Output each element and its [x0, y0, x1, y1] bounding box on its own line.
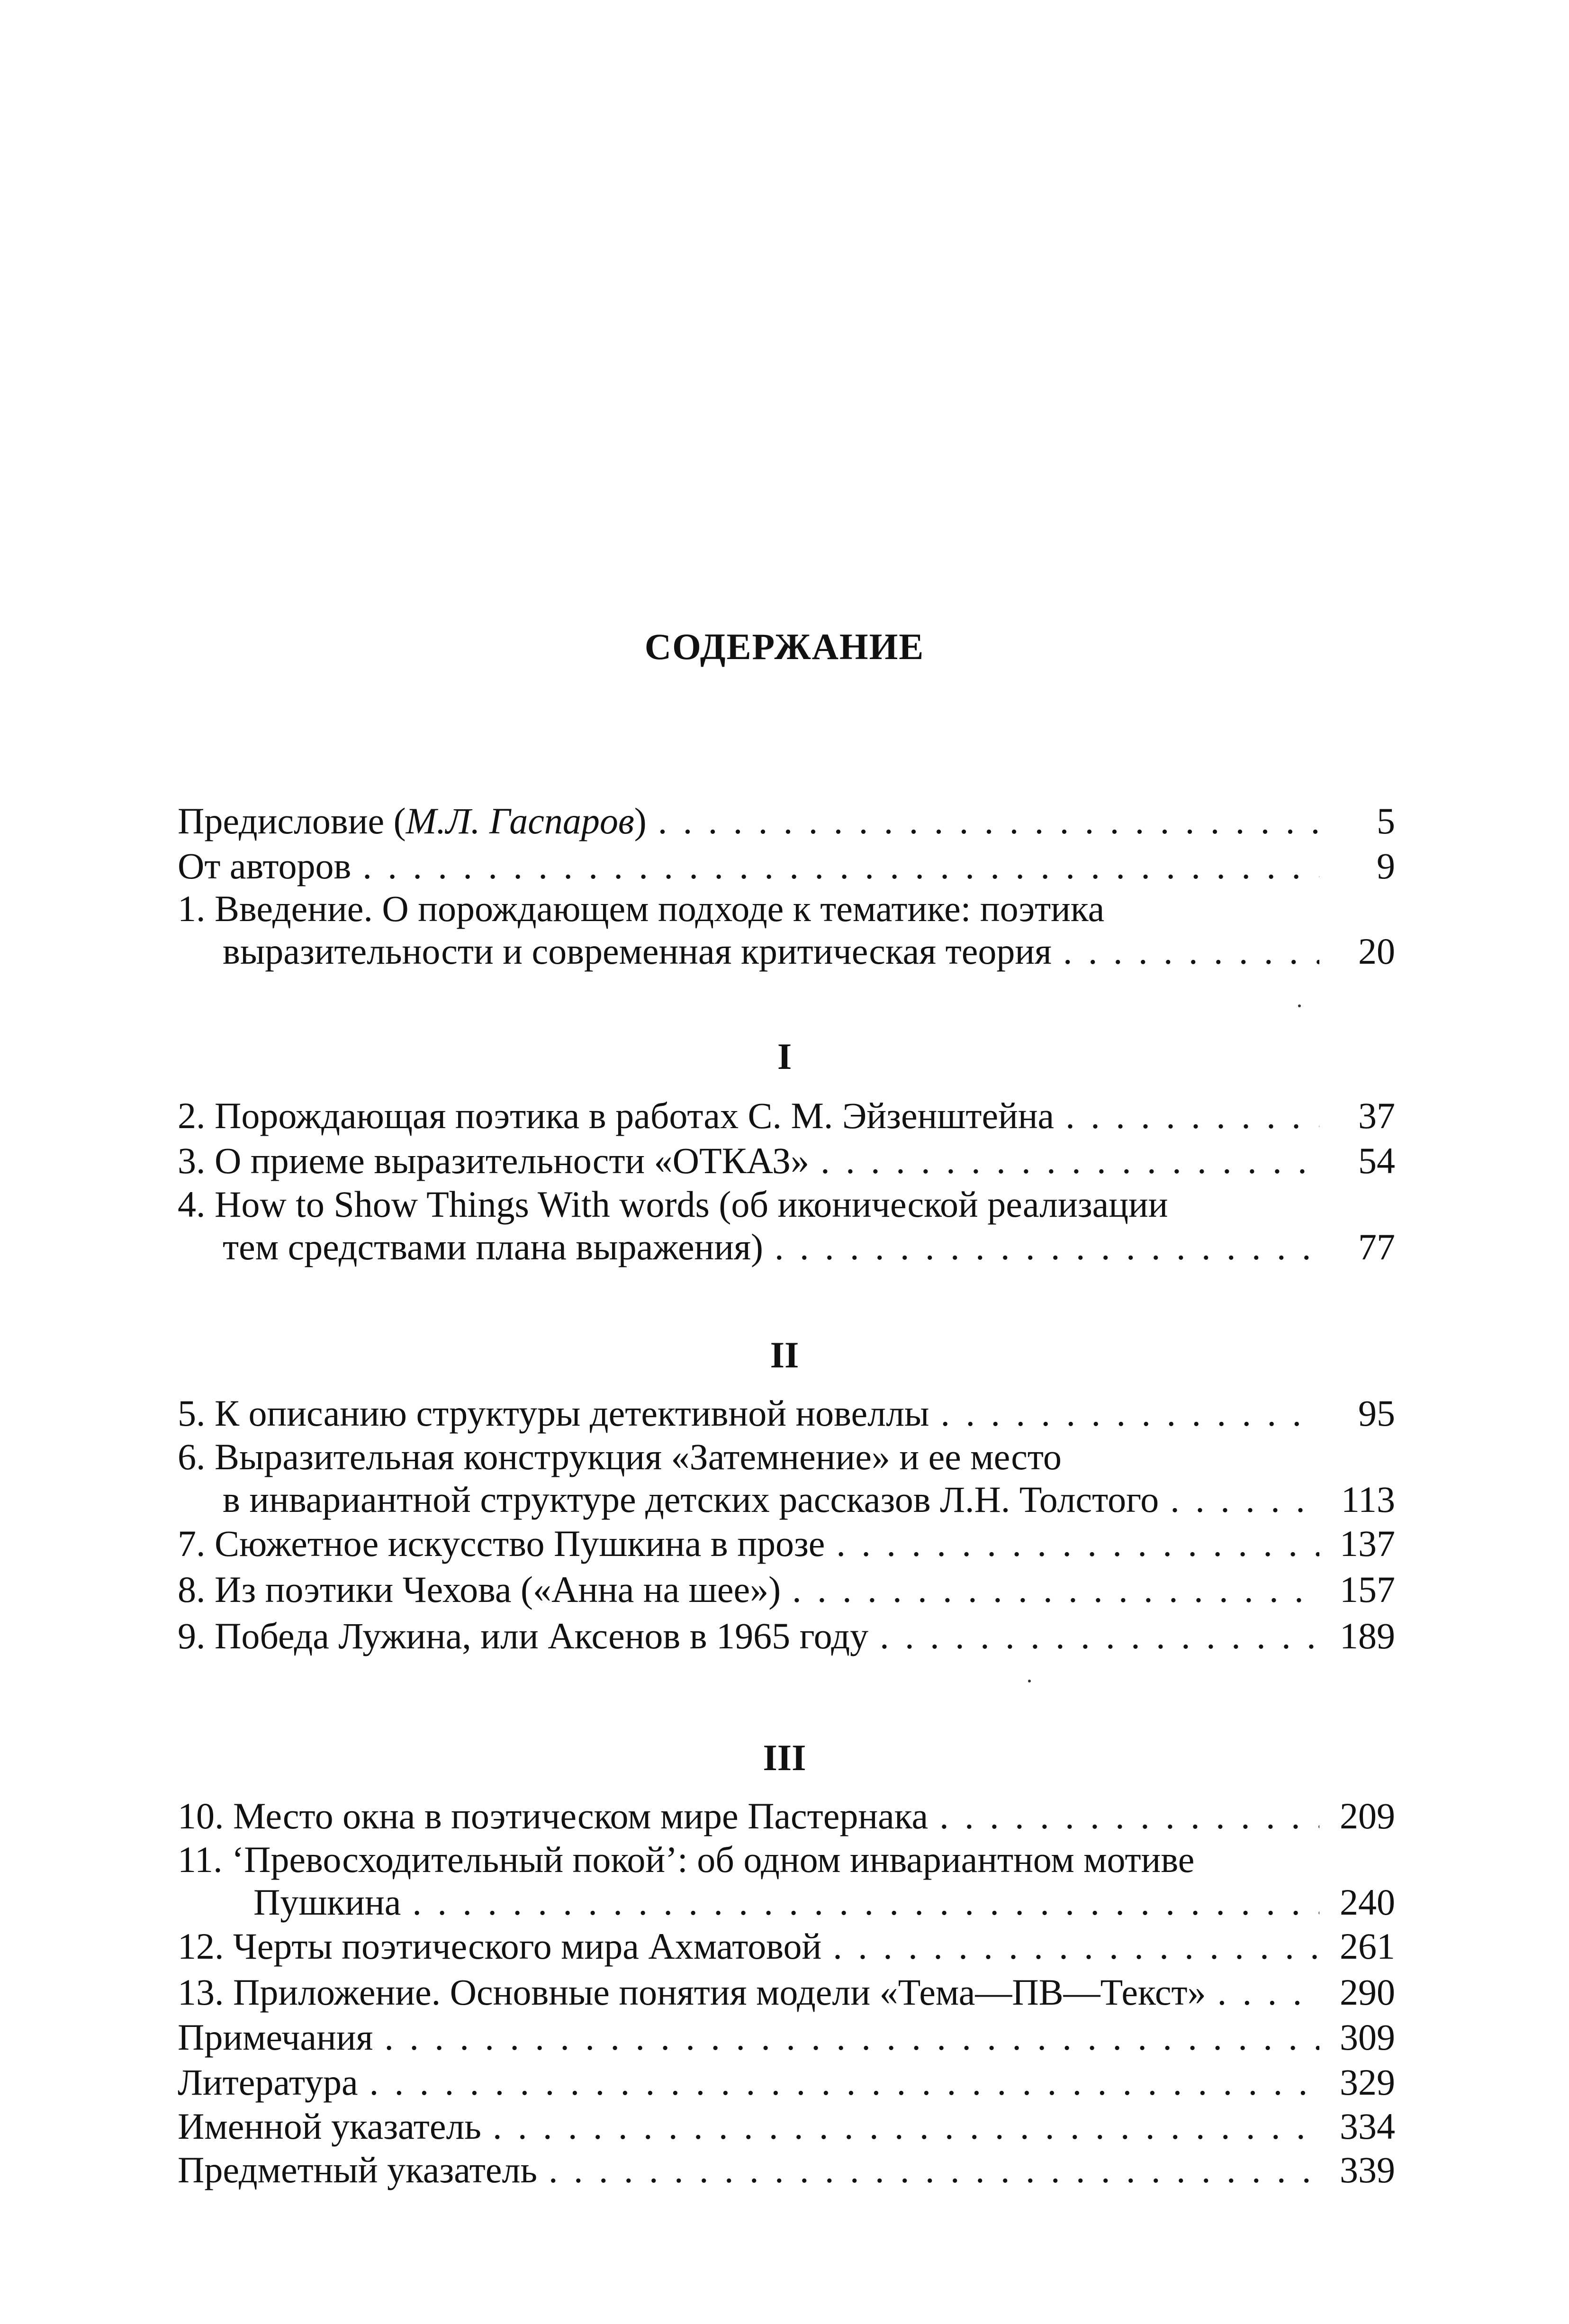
toc-page-number: 77: [1358, 1226, 1395, 1267]
dot-leader: [781, 1568, 1319, 1611]
toc-entry-10[interactable]: [178, 1795, 1395, 1837]
dot-leader: [929, 1392, 1319, 1435]
dot-leader: [1052, 930, 1319, 973]
toc-entry-text: 13. Приложение. Основные понятия модели «Тема—ПВ—Текст»: [178, 1971, 1206, 2013]
toc-page-number: 95: [1358, 1393, 1395, 1434]
preface-author: М.Л. Гаспаров: [406, 800, 634, 841]
dot-leader: [825, 1522, 1319, 1565]
toc-entry-9[interactable]: [178, 1615, 1395, 1657]
toc-entry-7[interactable]: [178, 1522, 1395, 1565]
dot-leader: [821, 1925, 1319, 1968]
toc-entry-text-line1: 6. Выразительная конструкция «Затемнение» и ее место: [178, 1436, 1062, 1477]
toc-entry-text-line2: тем средствами плана выражения): [223, 1226, 764, 1267]
section-heading-1: I: [777, 1036, 792, 1077]
toc-entry-11[interactable]: [178, 1838, 1395, 1924]
toc-entry-3[interactable]: [178, 1139, 1395, 1182]
page-title: СОДЕРЖАНИЕ: [644, 626, 925, 667]
print-speck: [1028, 1680, 1031, 1682]
toc-page-number: 5: [1377, 800, 1395, 841]
toc-entry-12[interactable]: [178, 1925, 1395, 1968]
dot-leader: [537, 2149, 1319, 2191]
toc-entry-text: Предметный указатель: [178, 2149, 538, 2190]
toc-entry-2[interactable]: [178, 1094, 1395, 1137]
toc-entry-introduction[interactable]: [178, 887, 1395, 973]
toc-entry-text: 2. Порождающая поэтика в работах С. М. Эйзенштейна: [178, 1095, 1055, 1136]
toc-page-number: 290: [1340, 1971, 1395, 2013]
toc-entry-text: 7. Сюжетное искусство Пушкина в прозе: [178, 1523, 825, 1564]
dot-leader: [763, 1226, 1319, 1268]
dot-leader: [351, 845, 1319, 887]
toc-page-number: 113: [1341, 1479, 1395, 1520]
toc-entry-from-authors[interactable]: [178, 845, 1395, 887]
toc-page-number: 240: [1340, 1881, 1395, 1923]
toc-entry-13[interactable]: [178, 1971, 1395, 2014]
toc-page-number: 54: [1358, 1140, 1395, 1181]
dot-leader: [358, 2061, 1319, 2104]
dot-leader: [809, 1139, 1319, 1182]
toc-entry-text: 9. Победа Лужина, или Аксенов в 1965 году: [178, 1615, 869, 1656]
print-speck: [1298, 1004, 1301, 1007]
toc-page-number: 157: [1340, 1569, 1395, 1610]
toc-entry-text: 8. Из поэтики Чехова («Анна на шее»): [178, 1569, 781, 1610]
dot-leader: [401, 1881, 1319, 1924]
toc-entry-text-line2: в инвариантной структуре детских рассказов Л.Н. Толстого: [223, 1479, 1159, 1520]
toc-entry-text: Предисловие (М.Л. Гаспаров): [178, 800, 647, 841]
toc-entry-preface[interactable]: [178, 800, 1395, 842]
toc-entry-6[interactable]: [178, 1436, 1395, 1521]
toc-entry-5[interactable]: [178, 1392, 1395, 1435]
toc-page-number: 20: [1358, 931, 1395, 972]
toc-entry-text-line1: 4. How to Show Things With words (об иконической реализации: [178, 1184, 1168, 1225]
toc-entry-text-line2: Пушкина: [253, 1881, 401, 1923]
toc-entry-literature[interactable]: [178, 2061, 1395, 2104]
dot-leader: [1054, 1094, 1319, 1137]
toc-entry-text: Именной указатель: [178, 2106, 481, 2147]
toc-entry-text: 5. К описанию структуры детективной новеллы: [178, 1393, 929, 1434]
toc-page-number: 9: [1377, 845, 1395, 886]
toc-page-number: 137: [1340, 1523, 1395, 1564]
toc-entry-text-line1: 11. ‘Превосходительный покой’: об одном инвариантном мотиве: [178, 1839, 1195, 1880]
toc-page-number: 329: [1340, 2062, 1395, 2103]
toc-page-number: 189: [1340, 1615, 1395, 1656]
toc-entry-text: 10. Место окна в поэтическом мире Пастернака: [178, 1795, 929, 1836]
toc-entry-text: Литература: [178, 2062, 358, 2103]
toc-entry-text: 3. О приеме выразительности «ОТКАЗ»: [178, 1140, 810, 1181]
toc-page-number: 339: [1340, 2149, 1395, 2190]
toc-entry-name-index[interactable]: [178, 2105, 1395, 2148]
section-heading-3: III: [763, 1737, 806, 1778]
toc-entry-text-line1: 1. Введение. О порождающем подходе к тематике: поэтика: [178, 888, 1105, 929]
toc-entry-4[interactable]: [178, 1183, 1395, 1268]
toc-entry-text: Примечания: [178, 2017, 373, 2058]
dot-leader: [373, 2016, 1319, 2059]
dot-leader: [481, 2105, 1319, 2148]
toc-page-number: 37: [1358, 1095, 1395, 1136]
toc-entry-notes[interactable]: [178, 2016, 1395, 2059]
dot-leader: [868, 1615, 1319, 1657]
toc-page-number: 261: [1340, 1926, 1395, 1967]
toc-entry-text: 12. Черты поэтического мира Ахматовой: [178, 1926, 822, 1967]
toc-page-number: 209: [1340, 1795, 1395, 1836]
toc-entry-8[interactable]: [178, 1568, 1395, 1611]
dot-leader: [1206, 1971, 1319, 2014]
toc-entry-text-line2: выразительности и современная критическая теория: [223, 931, 1052, 972]
dot-leader: [647, 800, 1319, 842]
dot-leader: [928, 1795, 1319, 1837]
toc-entry-text: От авторов: [178, 845, 352, 886]
toc-page-number: 334: [1340, 2106, 1395, 2147]
dot-leader: [1159, 1478, 1319, 1521]
toc-page-number: 309: [1340, 2017, 1395, 2058]
toc-entry-subject-index[interactable]: [178, 2149, 1395, 2191]
section-heading-2: II: [770, 1334, 799, 1375]
